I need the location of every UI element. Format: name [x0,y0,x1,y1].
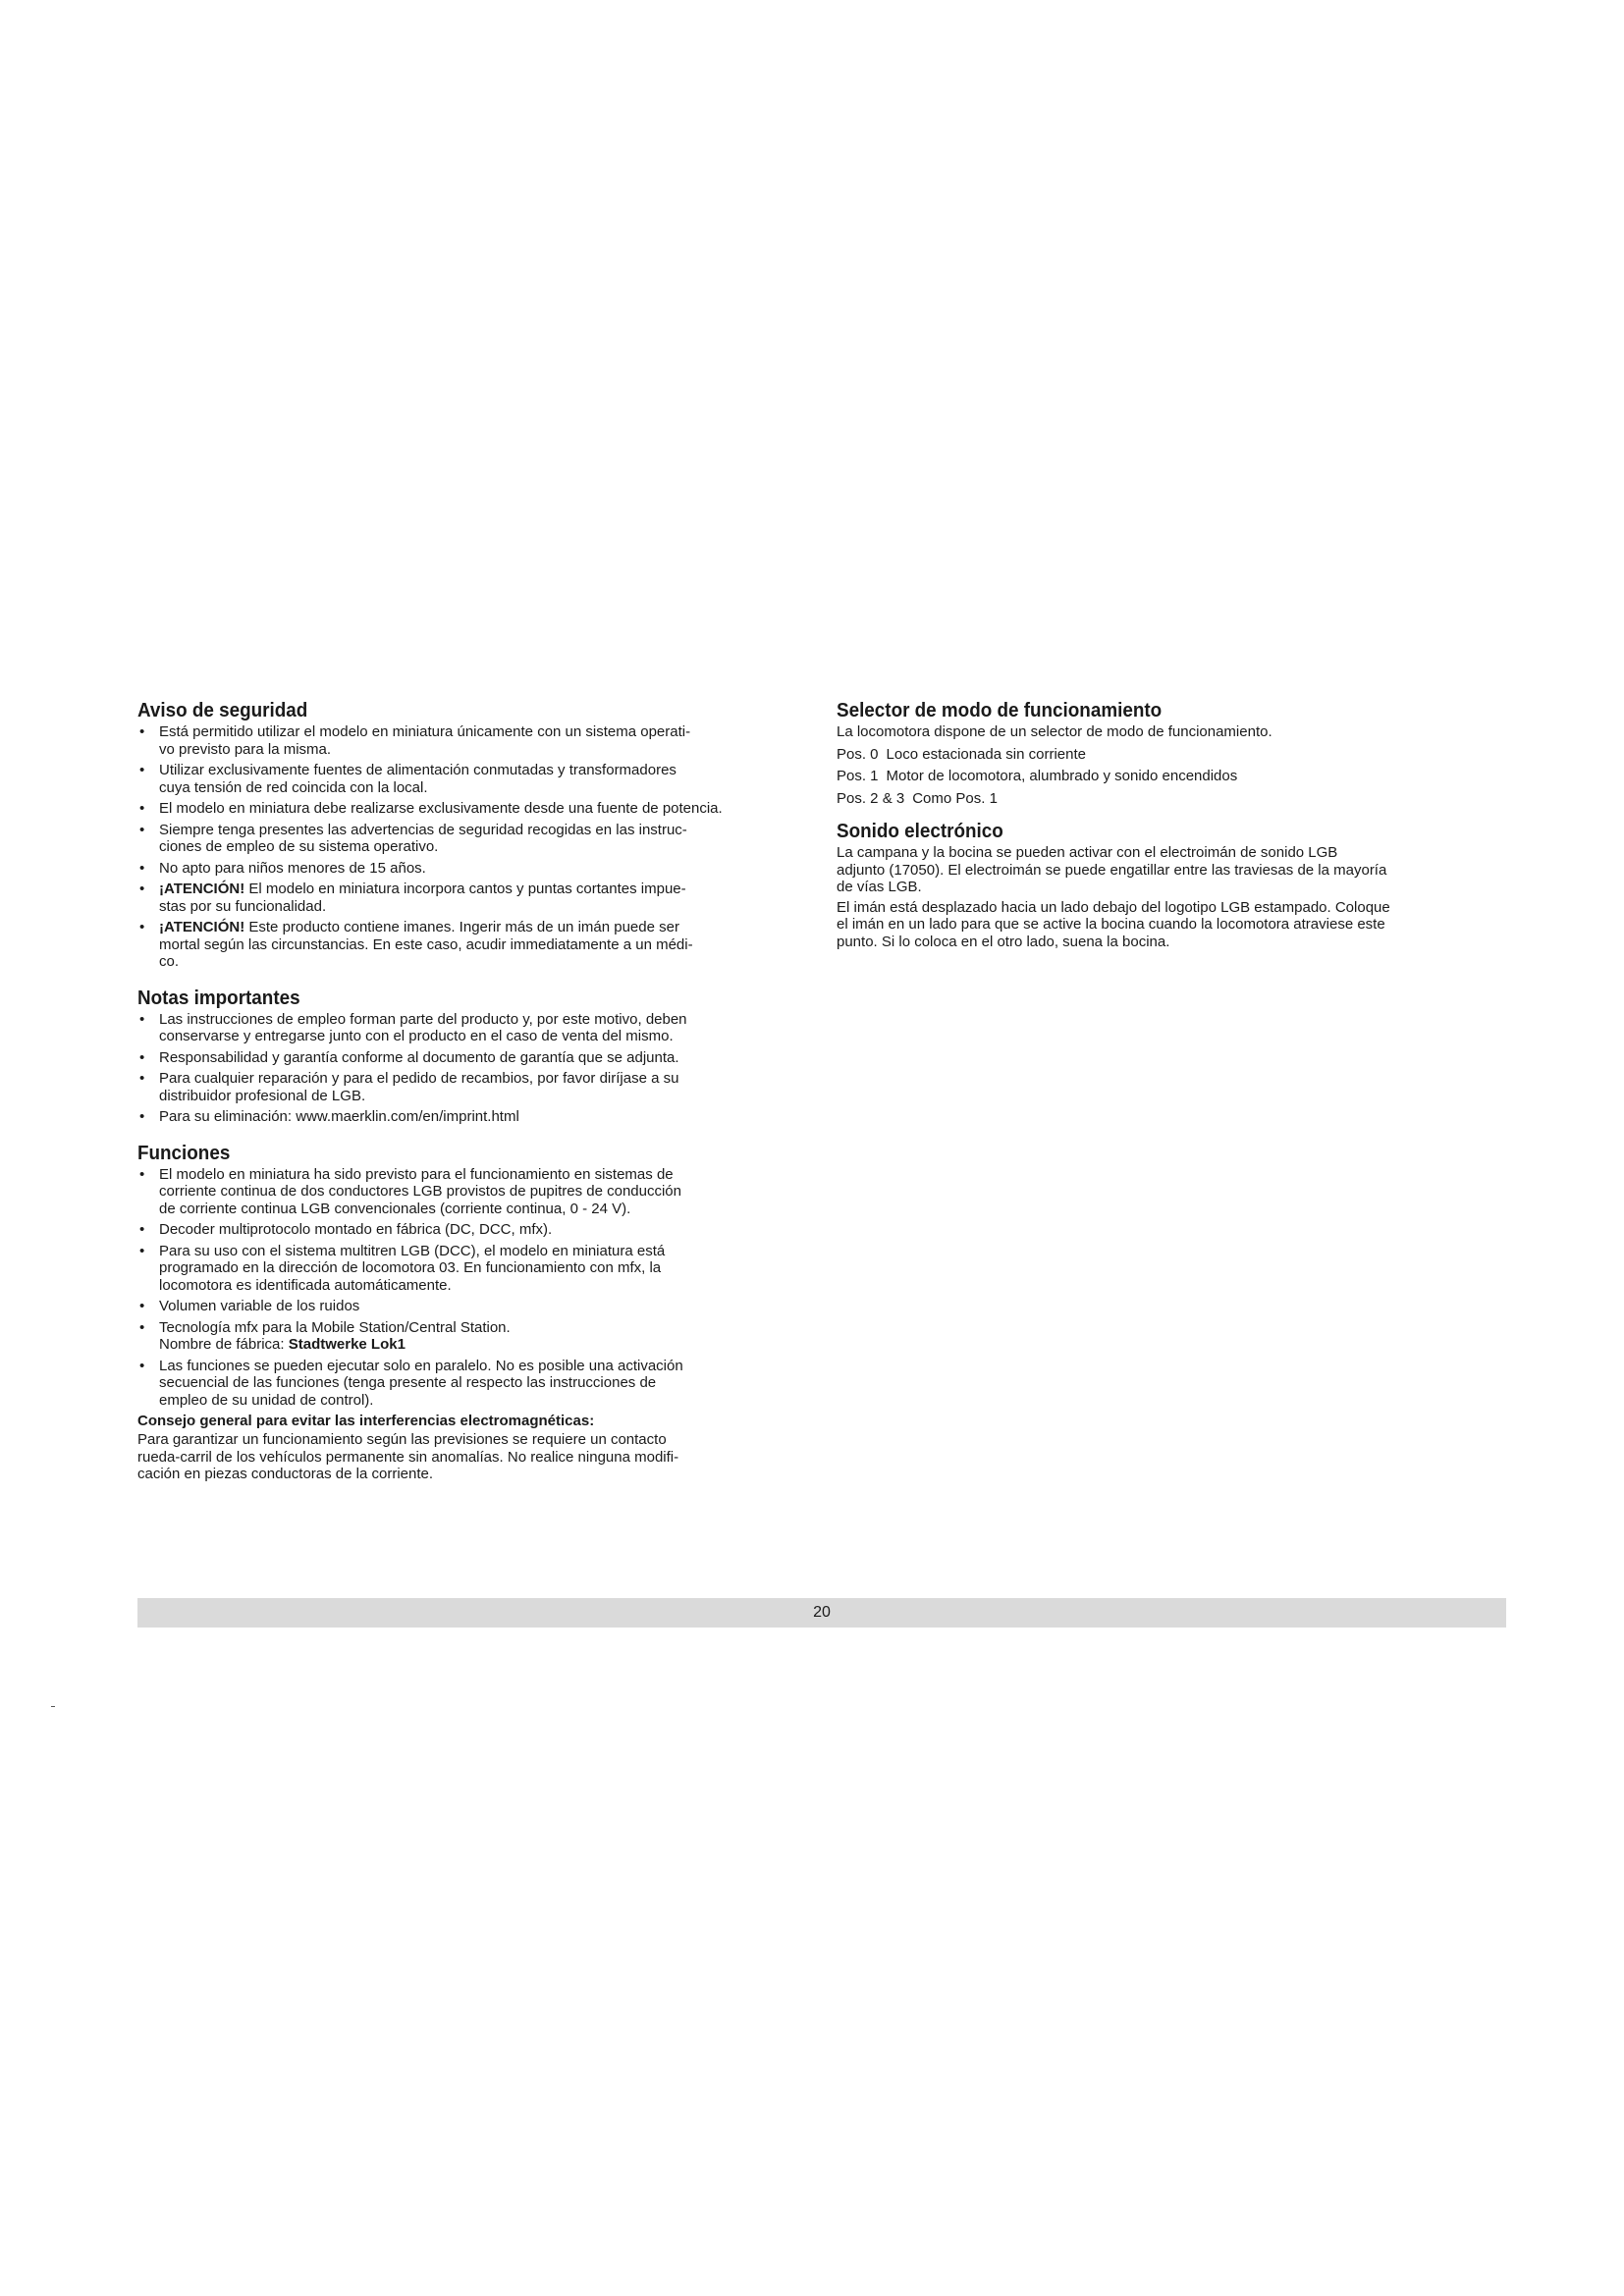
bullet-icon: • [139,1010,145,1028]
warning-label: ¡ATENCIÓN! [159,919,245,935]
factory-name-label: Nombre de fábrica: [159,1336,289,1353]
bullet-icon: • [139,919,145,935]
list-item: • Las instrucciones de empleo forman parte del producto y, por este motivo, deben conservarse y entregarse junto con el producto en el caso de venta del mismo. [139,1010,687,1044]
bullet-icon: • [139,1298,145,1314]
bullet-icon: • [139,762,145,778]
notes-section [137,987,795,1126]
list-item: • Siempre tenga presentes las advertencias de seguridad recogidas en las instruc- ciones de empleo de su sistema operativo. [139,821,687,855]
bullet-icon: • [139,1165,145,1183]
bullet-icon: • [139,1357,145,1374]
safety-list [137,723,795,971]
bullet-icon: • [139,881,145,897]
sound-paragraph-2: El imán está desplazado hacia un lado debajo del logotipo LGB estampado. Coloque el imán en un lado para que se active la bocina cuando la locomotora atraviese este punto. Si lo coloca en el otro lado, suena la bocina. [837,898,1390,950]
list-item: • Tecnología mfx para la Mobile Station/Central Station. Nombre de fábrica: Stadtwerke Lok1 [139,1318,511,1353]
bullet-icon: • [139,1318,145,1336]
page-number: 20 [813,1604,831,1621]
warning-label: ¡ATENCIÓN! [159,881,245,897]
footer-bar [137,1598,1506,1628]
list-item: • El modelo en miniatura debe realizarse exclusivamente desde una fuente de potencia. [139,800,723,817]
bullet-icon: • [139,1108,145,1125]
list-item: • ¡ATENCIÓN! El modelo en miniatura incorpora cantos y puntas cortantes impue- stas por su funcionalidad. [139,881,686,915]
list-item: • Decoder multiprotocolo montado en fábrica (DC, DCC, mfx). [139,1221,553,1238]
factory-name-value: Stadtwerke Lok1 [288,1336,406,1353]
list-item: • Para su uso con el sistema multitren LGB (DCC), el modelo en miniatura está programado en la dirección de locomotora 03. En funcionamiento con mfx, la locomotora es identificada automáticamente. [139,1242,666,1294]
bullet-icon: • [139,800,145,817]
list-item: • Responsabilidad y garantía conforme al documento de garantía que se adjunta. [139,1048,679,1066]
bullet-icon: • [139,821,145,838]
safety-heading: Aviso de seguridad [137,699,308,721]
list-item: • Está permitido utilizar el modelo en miniatura únicamente con un sistema operati- vo previsto para la misma. [139,723,691,758]
bullet-icon: • [139,1242,145,1259]
notes-heading: Notas importantes [137,986,300,1009]
emc-paragraph: Para garantizar un funcionamiento según las previsiones se requiere un contacto rueda-carril de los vehículos permanente sin anomalías. No realice ninguna modifi- cación en piezas conductoras de la corriente. [137,1431,679,1482]
list-item: • ¡ATENCIÓN! Este producto contiene imanes. Ingerir más de un imán puede ser mortal según las circunstancias. En este caso, acudir immediatamente a un médi- co. [139,919,693,970]
bullet-icon: • [139,1070,145,1087]
sound-heading: Sonido electrónico [837,820,1003,842]
list-item: • Para su eliminación: www.maerklin.com/en/imprint.html [139,1108,519,1125]
mode-selector-section [837,699,1504,807]
position-row: Pos. 1 Motor de locomotora, alumbrado y sonido encendidos [837,768,1238,784]
functions-heading: Funciones [137,1141,231,1164]
position-row: Pos. 0 Loco estacionada sin corriente [837,745,1086,763]
bullet-icon: • [139,859,145,877]
notes-list [137,1011,795,1126]
mode-selector-heading: Selector de modo de funcionamiento [837,699,1163,721]
safety-section [137,699,795,971]
mode-selector-intro: La locomotora dispone de un selector de modo de funcionamiento. [837,723,1272,740]
bullet-icon: • [139,723,145,740]
list-item: • Las funciones se pueden ejecutar solo en paralelo. No es posible una activación secuencial de las funciones (tenga presente al respecto las instrucciones de empleo de su unidad de control). [139,1357,683,1409]
left-column [137,699,795,1486]
list-item: • El modelo en miniatura ha sido previsto para el funcionamiento en sistemas de corriente continua de dos conductores LGB provistos de pupitres de conducción de corriente continua LGB convencionales (corriente continua, 0 - 24 V). [139,1165,681,1217]
sound-paragraph-1: La campana y la bocina se pueden activar con el electroimán de sonido LGB adjunto (17050). El electroimán se puede engatillar entre las traviesas de la mayoría de vías LGB. [837,844,1387,895]
position-row: Pos. 2 & 3 Como Pos. 1 [837,789,998,807]
list-item: • No apto para niños menores de 15 años. [139,859,426,877]
bullet-icon: • [139,1048,145,1066]
list-item: • Volumen variable de los ruidos [139,1298,360,1314]
scan-mark [51,1706,55,1707]
sound-section [837,820,1504,950]
right-column [837,699,1504,953]
emc-heading: Consejo general para evitar las interferencias electromagnéticas: [137,1413,595,1429]
list-item: • Utilizar exclusivamente fuentes de alimentación conmutadas y transformadores cuya tensión de red coincida con la local. [139,762,677,796]
functions-list [137,1166,795,1410]
bullet-icon: • [139,1221,145,1238]
functions-section [137,1142,795,1483]
list-item: • Para cualquier reparación y para el pedido de recambios, por favor diríjase a su distribuidor profesional de LGB. [139,1070,679,1104]
